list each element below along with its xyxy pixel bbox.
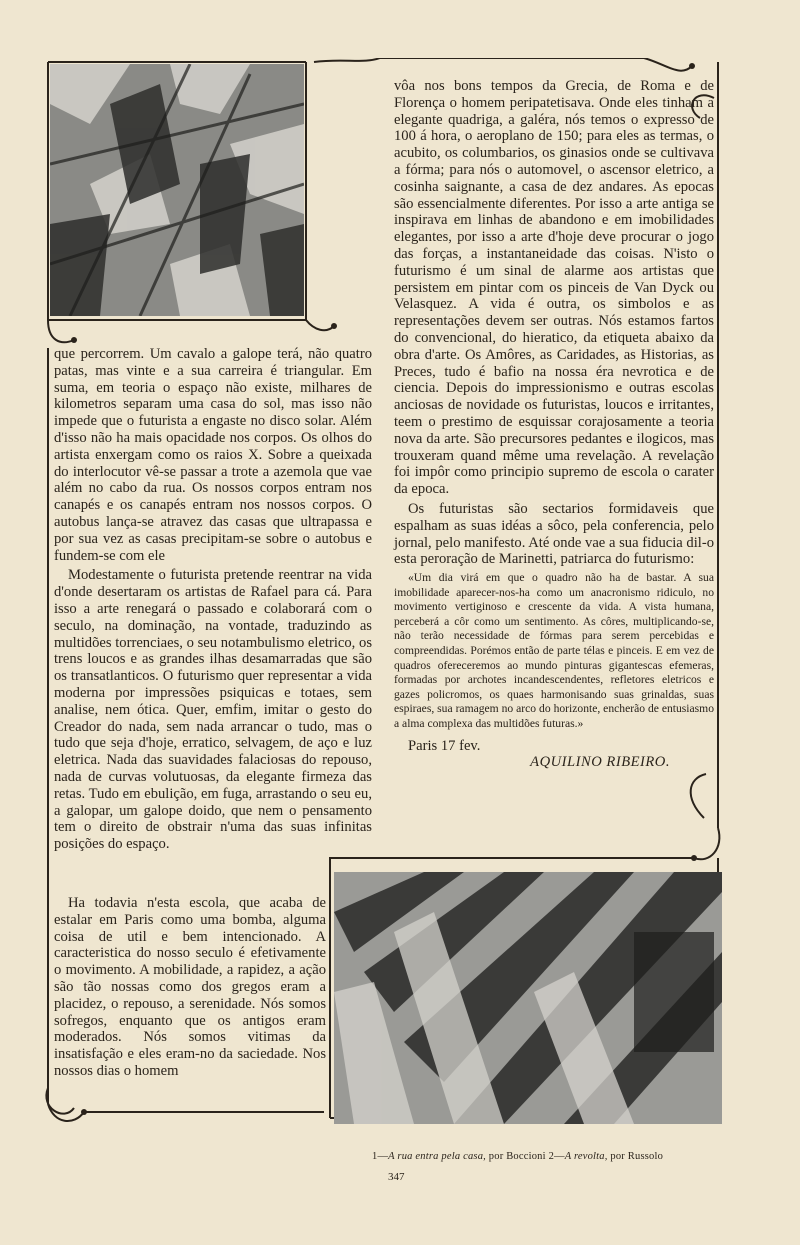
left-column-top <box>54 346 372 856</box>
paragraph: Ha todavia n'esta escola, que acaba de estalar em Paris como uma bomba, alguma coisa de util e bem intencionado. A caracteristica do nosso seculo é efetivamente o movimento. A mobilidade, a rapidez, a ação são tão nossas como dos gregos eram a placidez, o repouso, a serenidade. Nós somos sofregos, enquanto que os antigos eram moderados. Nós somos vitimas da insatisfação e eles eram-no da saciedade. Nos nossos dias o homem <box>54 895 326 1079</box>
caption-by-2: por Russolo <box>607 1151 664 1162</box>
place-date: Paris 17 fev. <box>408 737 481 754</box>
author-name: AQUILINO RIBEIRO. <box>530 754 670 771</box>
paragraph: vôa nos bons tempos da Grecia, de Roma e de Florença o homem peripatetisava. Onde eles tinham a elegante quadriga, a galéra, nós temos o expresso de 100 á hora, o aeroplano de 150; para eles as termas, o acubito, os columbarios, os ginasios onde se cultivava a fórma; para nós o automovel, o ascensor eletrico, a cosinha saignante, a casa de dez andares. As epocas são essencialmente diferentes. Por isso a arte antiga se inspirava em linhas de abandono e em imobilidades elegantes, por isso a arte d'hoje deve procurar o jogo das forças, a instantaneidade das coisas. N'isto o futurismo é um sinal de alarme aos artistas que persistem em pintar com os pinceis de Van Dyck ou Velasquez. A vida é outra, os simbolos e as representações devem ser outras. Nós estamos fartos do convencional, do hieratico, da etiqueta abaixo da obra d'arte. Os Amôres, as Caridades, as Historias, as Preces, tudo é bafio na nossa éra nevrotica e de ciencia. Depois do impressionismo e outras escolas anciosas de novidade os futuristas, loucos e irritantes, teem o prestimo de esquissar corajosamente a teoria nova da arte. São precursores pedantes e ilogicos, mas trouxeram quand même uma revelação. A revelação foi impôr como principio supremo de escola o carater da epoca. <box>394 78 714 498</box>
caption-num-2: 2— <box>548 1151 565 1162</box>
page-number: 347 <box>388 1171 405 1183</box>
russolo-painting-image <box>334 872 722 1124</box>
caption-num-1: 1— <box>372 1151 389 1162</box>
paragraph: Os futuristas são sectarios formidaveis que espalham as suas idéas a sôco, pela conferencia, pelo jornal, pelo manifesto. Até onde vae a sua fiducia dil-o esta peroração de Marinetti, patriarca do futurismo: <box>394 500 714 568</box>
boccioni-painting-image <box>50 64 304 316</box>
caption-title-1: A rua entra pela casa, <box>388 1151 486 1162</box>
caption-title-2: A revolta, <box>564 1151 608 1162</box>
caption-by-1: por Boccioni <box>485 1151 549 1162</box>
paragraph: que percorrem. Um cavalo a galope terá, não quatro patas, mas vinte e a sua carreira é triangular. Em suma, em teoria o espaço não existe, milhares de kilometros separam uma casa do sol, mas isso não impede que o futurista a engaste no disco solar. Além d'isso não ha mais opacidade nos corpos. Os olhos do artista enxergam como os raios X. Sobre a queixada do interlocutor vê-se passar a trote a azemola que vae além no cabo da rua. Os nossos corpos entram nos canapés e os canapés entram nos nossos corpos. O autobus lança-se atravez das casas que ultrapassa e por sua vez as casas precipitam-se sobre o autobus e fundem-se com ele <box>54 346 372 564</box>
signoff <box>394 738 714 772</box>
marinetti-quote: «Um dia virá em que o quadro não ha de bastar. A sua imobilidade aparecer-nos-ha como um anacronismo ridiculo, no movimento vertiginoso e crescente da vida. A vista humana, perceberá a côr como um sentimento. As côres, multiplicando-se, não terão necessidade de fórmas para serem percebidas e compreendidas. Porémos então de parte télas e pinceis. E em vez de quadros ofereceremos ao mundo pinturas gigantescas efemeras, formadas por archotes incandescendentes, refletores eletricos e gazes policromos, os quaes harmonisando suas grinaldas, suas espiraes, sua ramagem no arco do horizonte, encherão de entusiasmo a alma complexa das multidões futuras.» <box>394 571 714 731</box>
right-column <box>394 78 714 771</box>
paragraph: Modestamente o futurista pretende reentrar na vida d'onde desertaram os artistas de Rafael para cá. Para isso a arte renegará o passado e colaborará com o seculo, na dominação, na vontade, traduzindo as multidões torrenciaes, o seu notambulismo eletrico, os trens loucos e as grandes ilhas desamarradas que são os transatlanticos. O futurismo quer representar a vida moderna por impressões psiquicas e totaes, sem analise, nem ótica. Quer, emfim, imitar o gesto do Creador do nada, sem nada arrancar o tudo, mas o tudo que seja d'hoje, erratico, selvagem, de aço e luz eletrica. Nada das suavidades falaciosas do repouso, nada de curvas volutuosas, da elegante firmeza das retas. Tudo em ebulição, em fuga, arrastando o seu eu, a galopar, um galope doido, que nem o pensamento tem o direito de obstrair n'uma das suas infinitas posições do espaço. <box>54 567 372 853</box>
left-column-bottom <box>54 895 326 1083</box>
image-caption <box>372 1151 663 1162</box>
